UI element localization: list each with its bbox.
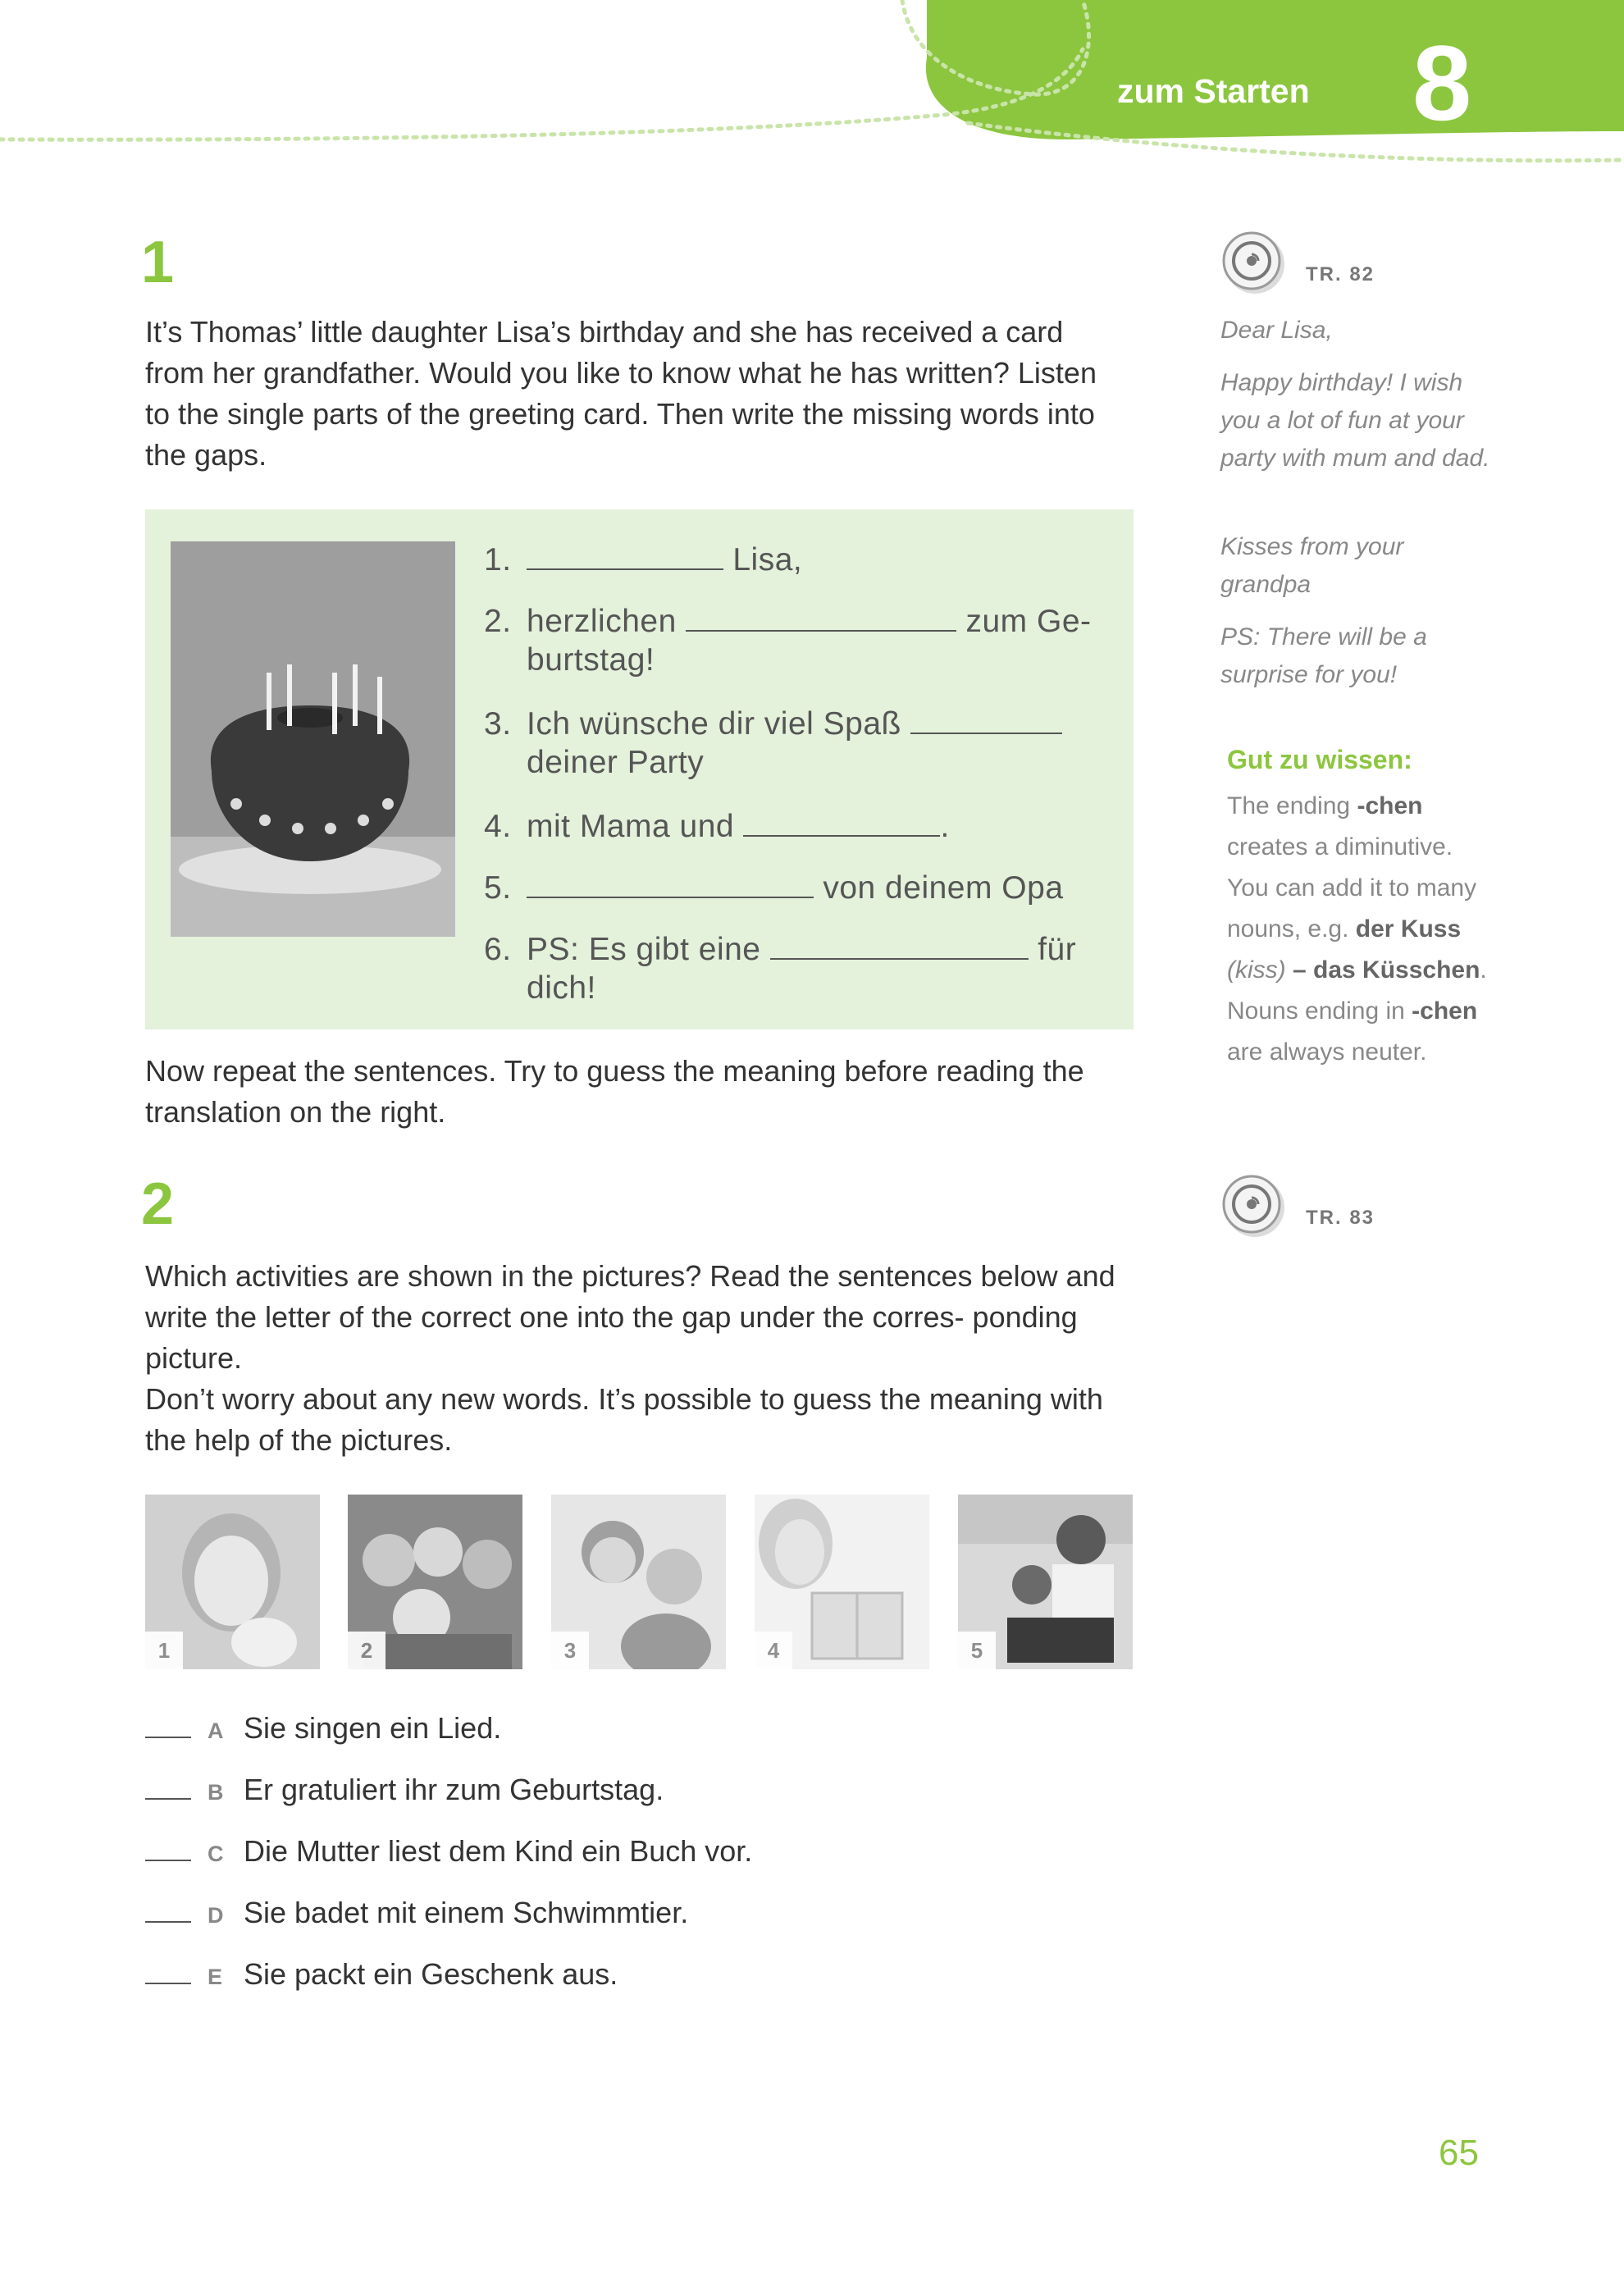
answer-gap[interactable] <box>145 1958 191 1984</box>
answer-gap[interactable] <box>145 1896 191 1923</box>
exercise-2-instructions: Which activities are shown in the pictures? Read the sentences below and write the letter of the correct one into the gap under the corres- ponding picture. <box>145 1259 1115 1375</box>
gap-field[interactable] <box>770 927 1029 960</box>
card-line-2: 2. herzlichen zum Ge- <box>484 599 1092 642</box>
chapter-number: 8 <box>1412 23 1472 143</box>
answer-gap[interactable] <box>145 1712 191 1738</box>
sentence-c: C Die Mutter liest dem Kind ein Buch vor. <box>145 1831 752 1874</box>
gap-field[interactable] <box>743 804 940 837</box>
exercise-1-follow-up: Now repeat the sentences. Try to guess the meaning before reading the translation on the right. <box>145 1054 1084 1129</box>
answer-gap[interactable] <box>145 1773 191 1800</box>
tip-text: The ending -chen creates a diminutive. You can add it to many nouns, e.g. der Kuss (kiss) – das Küsschen. Nouns ending in -chen are always neuter. <box>1227 792 1487 1066</box>
picture-number: 2 <box>348 1632 385 1669</box>
sentence-e: E Sie packt ein Geschenk aus. <box>145 1954 618 1997</box>
translation-line-1: Dear Lisa, <box>1220 317 1333 344</box>
photo-group-singing <box>348 1495 522 1669</box>
card-line-1: 1. Lisa, <box>484 537 802 581</box>
card-line-6-continued: dich! <box>527 970 596 1006</box>
page-number: 65 <box>1439 2133 1479 2173</box>
photo-girl-bath-toy <box>145 1495 320 1669</box>
picture-number: 3 <box>551 1632 589 1669</box>
picture-number: 5 <box>958 1632 996 1669</box>
audio-cd-icon[interactable] <box>1220 230 1286 295</box>
translation-line-4: PS: There will be a surprise for you! <box>1220 623 1427 688</box>
exercise-1-instructions: It’s Thomas’ little daughter Lisa’s birthday and she has received a card from her grandfather. Would you like to know what he has written? Listen to the single parts of the greeting card. Then write the missing words into the gaps. <box>145 315 1097 472</box>
audio-cd-icon[interactable] <box>1220 1173 1286 1239</box>
card-line-6: 6. PS: Es gibt eine für <box>484 927 1076 970</box>
picture-number: 1 <box>145 1632 183 1669</box>
track-label-82: TR. 82 <box>1306 263 1375 285</box>
card-line-4: 4. mit Mama und . <box>484 804 950 847</box>
exercise-2-instructions-note: Don’t worry about any new words. It’s possible to guess the meaning with the help of the pictures. <box>145 1382 1103 1457</box>
birthday-cake-photo <box>171 541 455 937</box>
card-line-2-continued: burtstag! <box>527 642 655 678</box>
tip-title: Gut zu wissen: <box>1227 745 1412 774</box>
photo-woman-unwrapping-gift <box>755 1495 929 1669</box>
sentence-a: A Sie singen ein Lied. <box>145 1708 501 1751</box>
section-title: zum Starten <box>1117 72 1310 110</box>
picture-number: 4 <box>755 1632 792 1669</box>
gap-field[interactable] <box>686 599 956 632</box>
photo-child-congratulating-mother <box>551 1495 726 1669</box>
translation-line-2: Happy birthday! I wish you a lot of fun at your party with mum and dad. <box>1220 369 1490 472</box>
sentence-b: B Er gratuliert ihr zum Geburtstag. <box>145 1769 664 1813</box>
translation-line-3: Kisses from your grandpa <box>1220 533 1404 598</box>
track-label-83: TR. 83 <box>1306 1207 1375 1229</box>
card-line-3-continued: deiner Party <box>527 745 705 780</box>
gap-field[interactable] <box>527 865 814 898</box>
exercise-2-number: 2 <box>141 1171 175 1237</box>
gap-field[interactable] <box>527 537 723 570</box>
photo-mother-reading-book <box>958 1495 1133 1669</box>
gap-field[interactable] <box>910 701 1062 734</box>
answer-gap[interactable] <box>145 1835 191 1861</box>
sentence-d: D Sie badet mit einem Schwimmtier. <box>145 1892 688 1936</box>
card-line-5: 5. von deinem Opa <box>484 865 1064 909</box>
exercise-1-number: 1 <box>141 230 175 295</box>
card-line-3: 3. Ich wünsche dir viel Spaß <box>484 701 1062 745</box>
header-banner <box>0 0 1624 180</box>
